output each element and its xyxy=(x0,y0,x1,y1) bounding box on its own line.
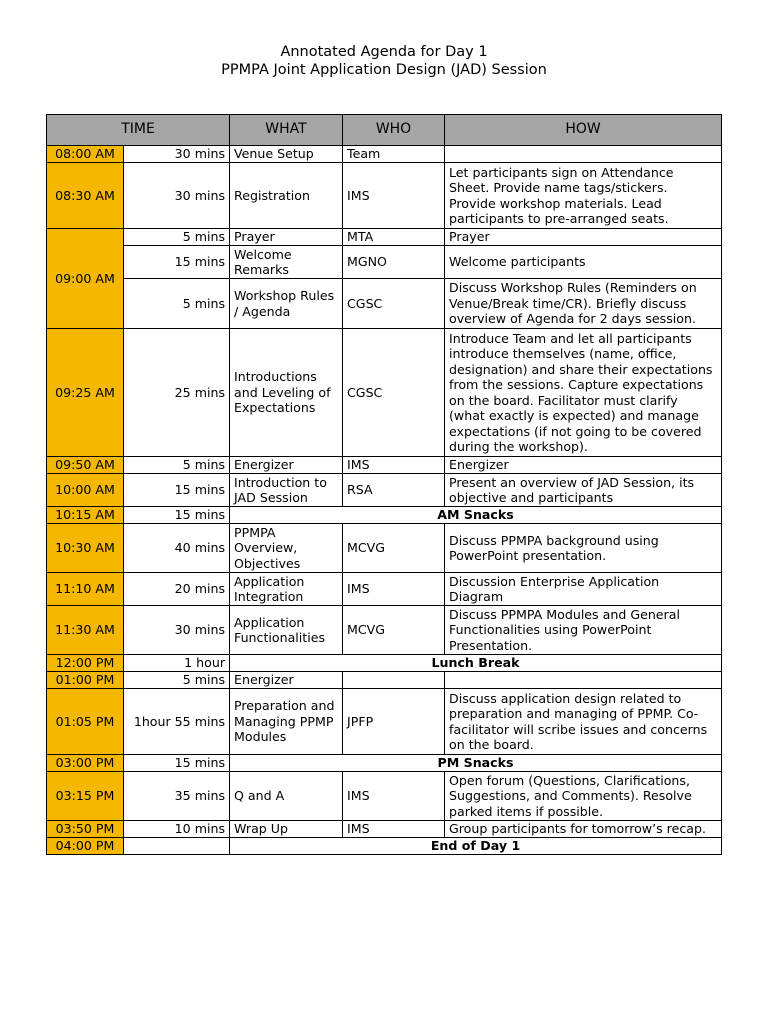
time-cell: 09:50 AM xyxy=(47,457,124,474)
header-what: WHAT xyxy=(230,115,343,146)
time-cell: 01:05 PM xyxy=(47,689,124,755)
time-cell: 10:15 AM xyxy=(47,507,124,524)
how-cell: Discuss Workshop Rules (Reminders on Venue/Break time/CR). Briefly discuss overview of Agenda for 2 days session. xyxy=(445,279,722,329)
time-cell: 08:00 AM xyxy=(47,146,124,163)
table-row xyxy=(47,689,722,755)
duration-cell: 15 mins xyxy=(124,755,230,772)
break-cell: AM Snacks xyxy=(230,507,722,524)
end-cell: End of Day 1 xyxy=(230,838,722,855)
time-cell: 11:30 AM xyxy=(47,606,124,655)
time-cell: 08:30 AM xyxy=(47,163,124,229)
duration-cell xyxy=(124,838,230,855)
duration-cell: 30 mins xyxy=(124,146,230,163)
table-row xyxy=(47,672,722,689)
how-cell xyxy=(445,146,722,163)
what-cell: Q and A xyxy=(230,772,343,821)
who-cell: Team xyxy=(343,146,445,163)
how-cell: Prayer xyxy=(445,229,722,246)
time-cell: 03:50 PM xyxy=(47,821,124,838)
time-cell: 10:00 AM xyxy=(47,474,124,507)
break-cell: Lunch Break xyxy=(230,655,722,672)
who-cell: JPFP xyxy=(343,689,445,755)
how-cell: Present an overview of JAD Session, its objective and participants xyxy=(445,474,722,507)
table-row xyxy=(47,457,722,474)
table-row xyxy=(47,524,722,573)
who-cell: RSA xyxy=(343,474,445,507)
duration-cell: 10 mins xyxy=(124,821,230,838)
duration-cell: 20 mins xyxy=(124,573,230,606)
duration-cell: 35 mins xyxy=(124,772,230,821)
what-cell: Application Functionalities xyxy=(230,606,343,655)
duration-cell: 30 mins xyxy=(124,606,230,655)
table-row xyxy=(47,474,722,507)
table-row xyxy=(47,507,722,524)
what-cell: Application Integration xyxy=(230,573,343,606)
what-cell: Introduction to JAD Session xyxy=(230,474,343,507)
time-cell: 03:00 PM xyxy=(47,755,124,772)
how-cell xyxy=(445,672,722,689)
time-cell: 01:00 PM xyxy=(47,672,124,689)
how-cell: Discuss application design related to preparation and managing of PPMP. Co-facilitator will scribe issues and concerns on the board. xyxy=(445,689,722,755)
header-row xyxy=(47,115,722,146)
duration-cell: 15 mins xyxy=(124,474,230,507)
who-cell: IMS xyxy=(343,772,445,821)
duration-cell: 30 mins xyxy=(124,163,230,229)
duration-cell: 5 mins xyxy=(124,672,230,689)
what-cell: Wrap Up xyxy=(230,821,343,838)
duration-cell: 5 mins xyxy=(124,279,230,329)
who-cell: CGSC xyxy=(343,279,445,329)
table-row xyxy=(47,246,722,279)
who-cell: MCVG xyxy=(343,606,445,655)
duration-cell: 15 mins xyxy=(124,507,230,524)
table-row xyxy=(47,329,722,457)
time-cell: 12:00 PM xyxy=(47,655,124,672)
time-cell: 09:25 AM xyxy=(47,329,124,457)
header-time: TIME xyxy=(47,115,230,146)
what-cell: Registration xyxy=(230,163,343,229)
agenda-table xyxy=(46,114,722,855)
time-cell: 04:00 PM xyxy=(47,838,124,855)
how-cell: Group participants for tomorrow’s recap. xyxy=(445,821,722,838)
time-cell: 10:30 AM xyxy=(47,524,124,573)
header-how: HOW xyxy=(445,115,722,146)
table-row xyxy=(47,655,722,672)
who-cell: MCVG xyxy=(343,524,445,573)
how-cell: Discuss PPMPA Modules and General Functionalities using PowerPoint Presentation. xyxy=(445,606,722,655)
table-row xyxy=(47,755,722,772)
table-row xyxy=(47,573,722,606)
time-cell: 03:15 PM xyxy=(47,772,124,821)
duration-cell: 1hour 55 mins xyxy=(124,689,230,755)
what-cell: Prayer xyxy=(230,229,343,246)
how-cell: Let participants sign on Attendance Sheet. Provide name tags/stickers. Provide workshop materials. Lead participants to pre-arranged seats. xyxy=(445,163,722,229)
time-cell: 11:10 AM xyxy=(47,573,124,606)
table-row xyxy=(47,821,722,838)
how-cell: Welcome participants xyxy=(445,246,722,279)
duration-cell: 15 mins xyxy=(124,246,230,279)
what-cell: Energizer xyxy=(230,672,343,689)
duration-cell: 5 mins xyxy=(124,457,230,474)
what-cell: Introductions and Leveling of Expectations xyxy=(230,329,343,457)
how-cell: Energizer xyxy=(445,457,722,474)
what-cell: PPMPA Overview, Objectives xyxy=(230,524,343,573)
break-cell: PM Snacks xyxy=(230,755,722,772)
who-cell: IMS xyxy=(343,573,445,606)
what-cell: Preparation and Managing PPMP Modules xyxy=(230,689,343,755)
time-cell: 09:00 AM xyxy=(47,229,124,329)
who-cell: IMS xyxy=(343,457,445,474)
who-cell: IMS xyxy=(343,821,445,838)
duration-cell: 5 mins xyxy=(124,229,230,246)
header-who: WHO xyxy=(343,115,445,146)
table-row xyxy=(47,606,722,655)
duration-cell: 1 hour xyxy=(124,655,230,672)
duration-cell: 25 mins xyxy=(124,329,230,457)
table-row xyxy=(47,838,722,855)
how-cell: Discussion Enterprise Application Diagram xyxy=(445,573,722,606)
table-row xyxy=(47,163,722,229)
table-row xyxy=(47,279,722,329)
what-cell: Welcome Remarks xyxy=(230,246,343,279)
duration-cell: 40 mins xyxy=(124,524,230,573)
who-cell: MGNO xyxy=(343,246,445,279)
table-row xyxy=(47,772,722,821)
document-subtitle: PPMPA Joint Application Design (JAD) Session xyxy=(221,62,547,78)
how-cell: Introduce Team and let all participants introduce themselves (name, office, designation) and share their expectations from the sessions. Capture expectations on the board. Facilitator must clarify (what exactly is expected) and manage expectations (if not going to be covered during the workshop). xyxy=(445,329,722,457)
who-cell: MTA xyxy=(343,229,445,246)
table-row xyxy=(47,146,722,163)
who-cell: IMS xyxy=(343,163,445,229)
what-cell: Workshop Rules / Agenda xyxy=(230,279,343,329)
who-cell xyxy=(343,672,445,689)
what-cell: Venue Setup xyxy=(230,146,343,163)
what-cell: Energizer xyxy=(230,457,343,474)
document-title: Annotated Agenda for Day 1 xyxy=(280,44,488,60)
who-cell: CGSC xyxy=(343,329,445,457)
how-cell: Open forum (Questions, Clarifications, Suggestions, and Comments). Resolve parked items if possible. xyxy=(445,772,722,821)
table-row xyxy=(47,229,722,246)
how-cell: Discuss PPMPA background using PowerPoint presentation. xyxy=(445,524,722,573)
